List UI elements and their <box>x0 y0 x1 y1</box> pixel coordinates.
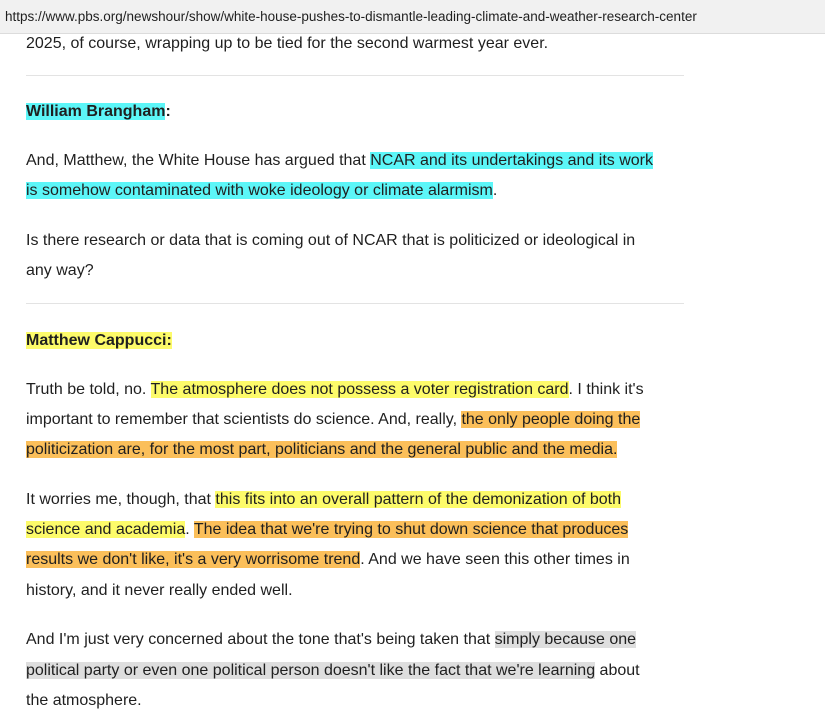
text-segment: And, Matthew, the White House has argued that <box>26 152 371 169</box>
text-segment: . And we have seen this other times in <box>360 551 630 568</box>
paragraph-line <box>26 409 640 431</box>
text-segment: important to remember that scientists do science. And, really, <box>26 411 462 428</box>
text-segment: And I'm just very concerned about the tone that's being taken that <box>26 631 495 648</box>
paragraph-line <box>26 260 94 282</box>
highlighted-text: is somehow contaminated with woke ideology or climate alarmism <box>26 182 493 199</box>
highlighted-text: NCAR and its undertakings and its work <box>370 152 653 169</box>
highlighted-text: William Brangham <box>26 103 166 120</box>
highlighted-text: simply because one <box>494 631 637 648</box>
text-segment: 2025, of course, wrapping up to be tied for the second warmest year ever. <box>26 35 549 52</box>
text-segment: the atmosphere. <box>26 692 142 709</box>
text-segment: about <box>595 662 640 679</box>
text-segment: any way? <box>26 262 94 279</box>
text-segment: Is there research or data that is coming out of NCAR that is politicized or ideological in <box>26 232 636 249</box>
highlighted-text: results we don't like, it's a very worrisome trend <box>26 551 361 568</box>
paragraph-line <box>26 690 142 712</box>
text-segment: . <box>492 182 498 199</box>
speaker-name-cappucci <box>26 330 172 352</box>
paragraph-line <box>26 150 653 172</box>
text-segment: history, and it never really ended well. <box>26 582 293 599</box>
paragraph-line <box>26 549 630 571</box>
text-segment: . <box>185 521 194 538</box>
paragraph-line <box>26 379 644 401</box>
paragraph-line <box>26 33 548 55</box>
url-text[interactable]: https://www.pbs.org/newshour/show/white-house-pushes-to-dismantle-leading-climate-and-weather-research-center <box>5 9 697 24</box>
paragraph-line <box>26 230 635 252</box>
highlighted-text: political party or even one political person doesn't like the fact that we're learning <box>26 662 596 679</box>
highlighted-text: The atmosphere does not possess a voter registration card <box>150 381 569 398</box>
section-divider <box>26 75 684 76</box>
paragraph-line <box>26 439 617 461</box>
text-segment: . I think it's <box>568 381 644 398</box>
paragraph-line <box>26 180 497 202</box>
paragraph-line <box>26 660 640 682</box>
highlighted-text: this fits into an overall pattern of the demonization of both <box>215 491 621 508</box>
highlighted-text: science and academia <box>26 521 186 538</box>
text-segment: It worries me, though, that <box>26 491 216 508</box>
section-divider <box>26 303 684 304</box>
highlighted-text: The idea that we're trying to shut down science that produces <box>193 521 629 538</box>
highlighted-text: politicization are, for the most part, politicians and the general public and the media. <box>26 441 618 458</box>
text-segment: Truth be told, no. <box>26 381 151 398</box>
address-bar[interactable] <box>0 0 825 34</box>
paragraph-line <box>26 489 621 511</box>
text-segment: : <box>165 103 171 120</box>
highlighted-text: the only people doing the <box>461 411 641 428</box>
paragraph-line <box>26 629 636 651</box>
speaker-name-brangham <box>26 101 171 123</box>
paragraph-line <box>26 580 293 602</box>
highlighted-text: Matthew Cappucci: <box>26 332 172 349</box>
paragraph-line <box>26 519 628 541</box>
